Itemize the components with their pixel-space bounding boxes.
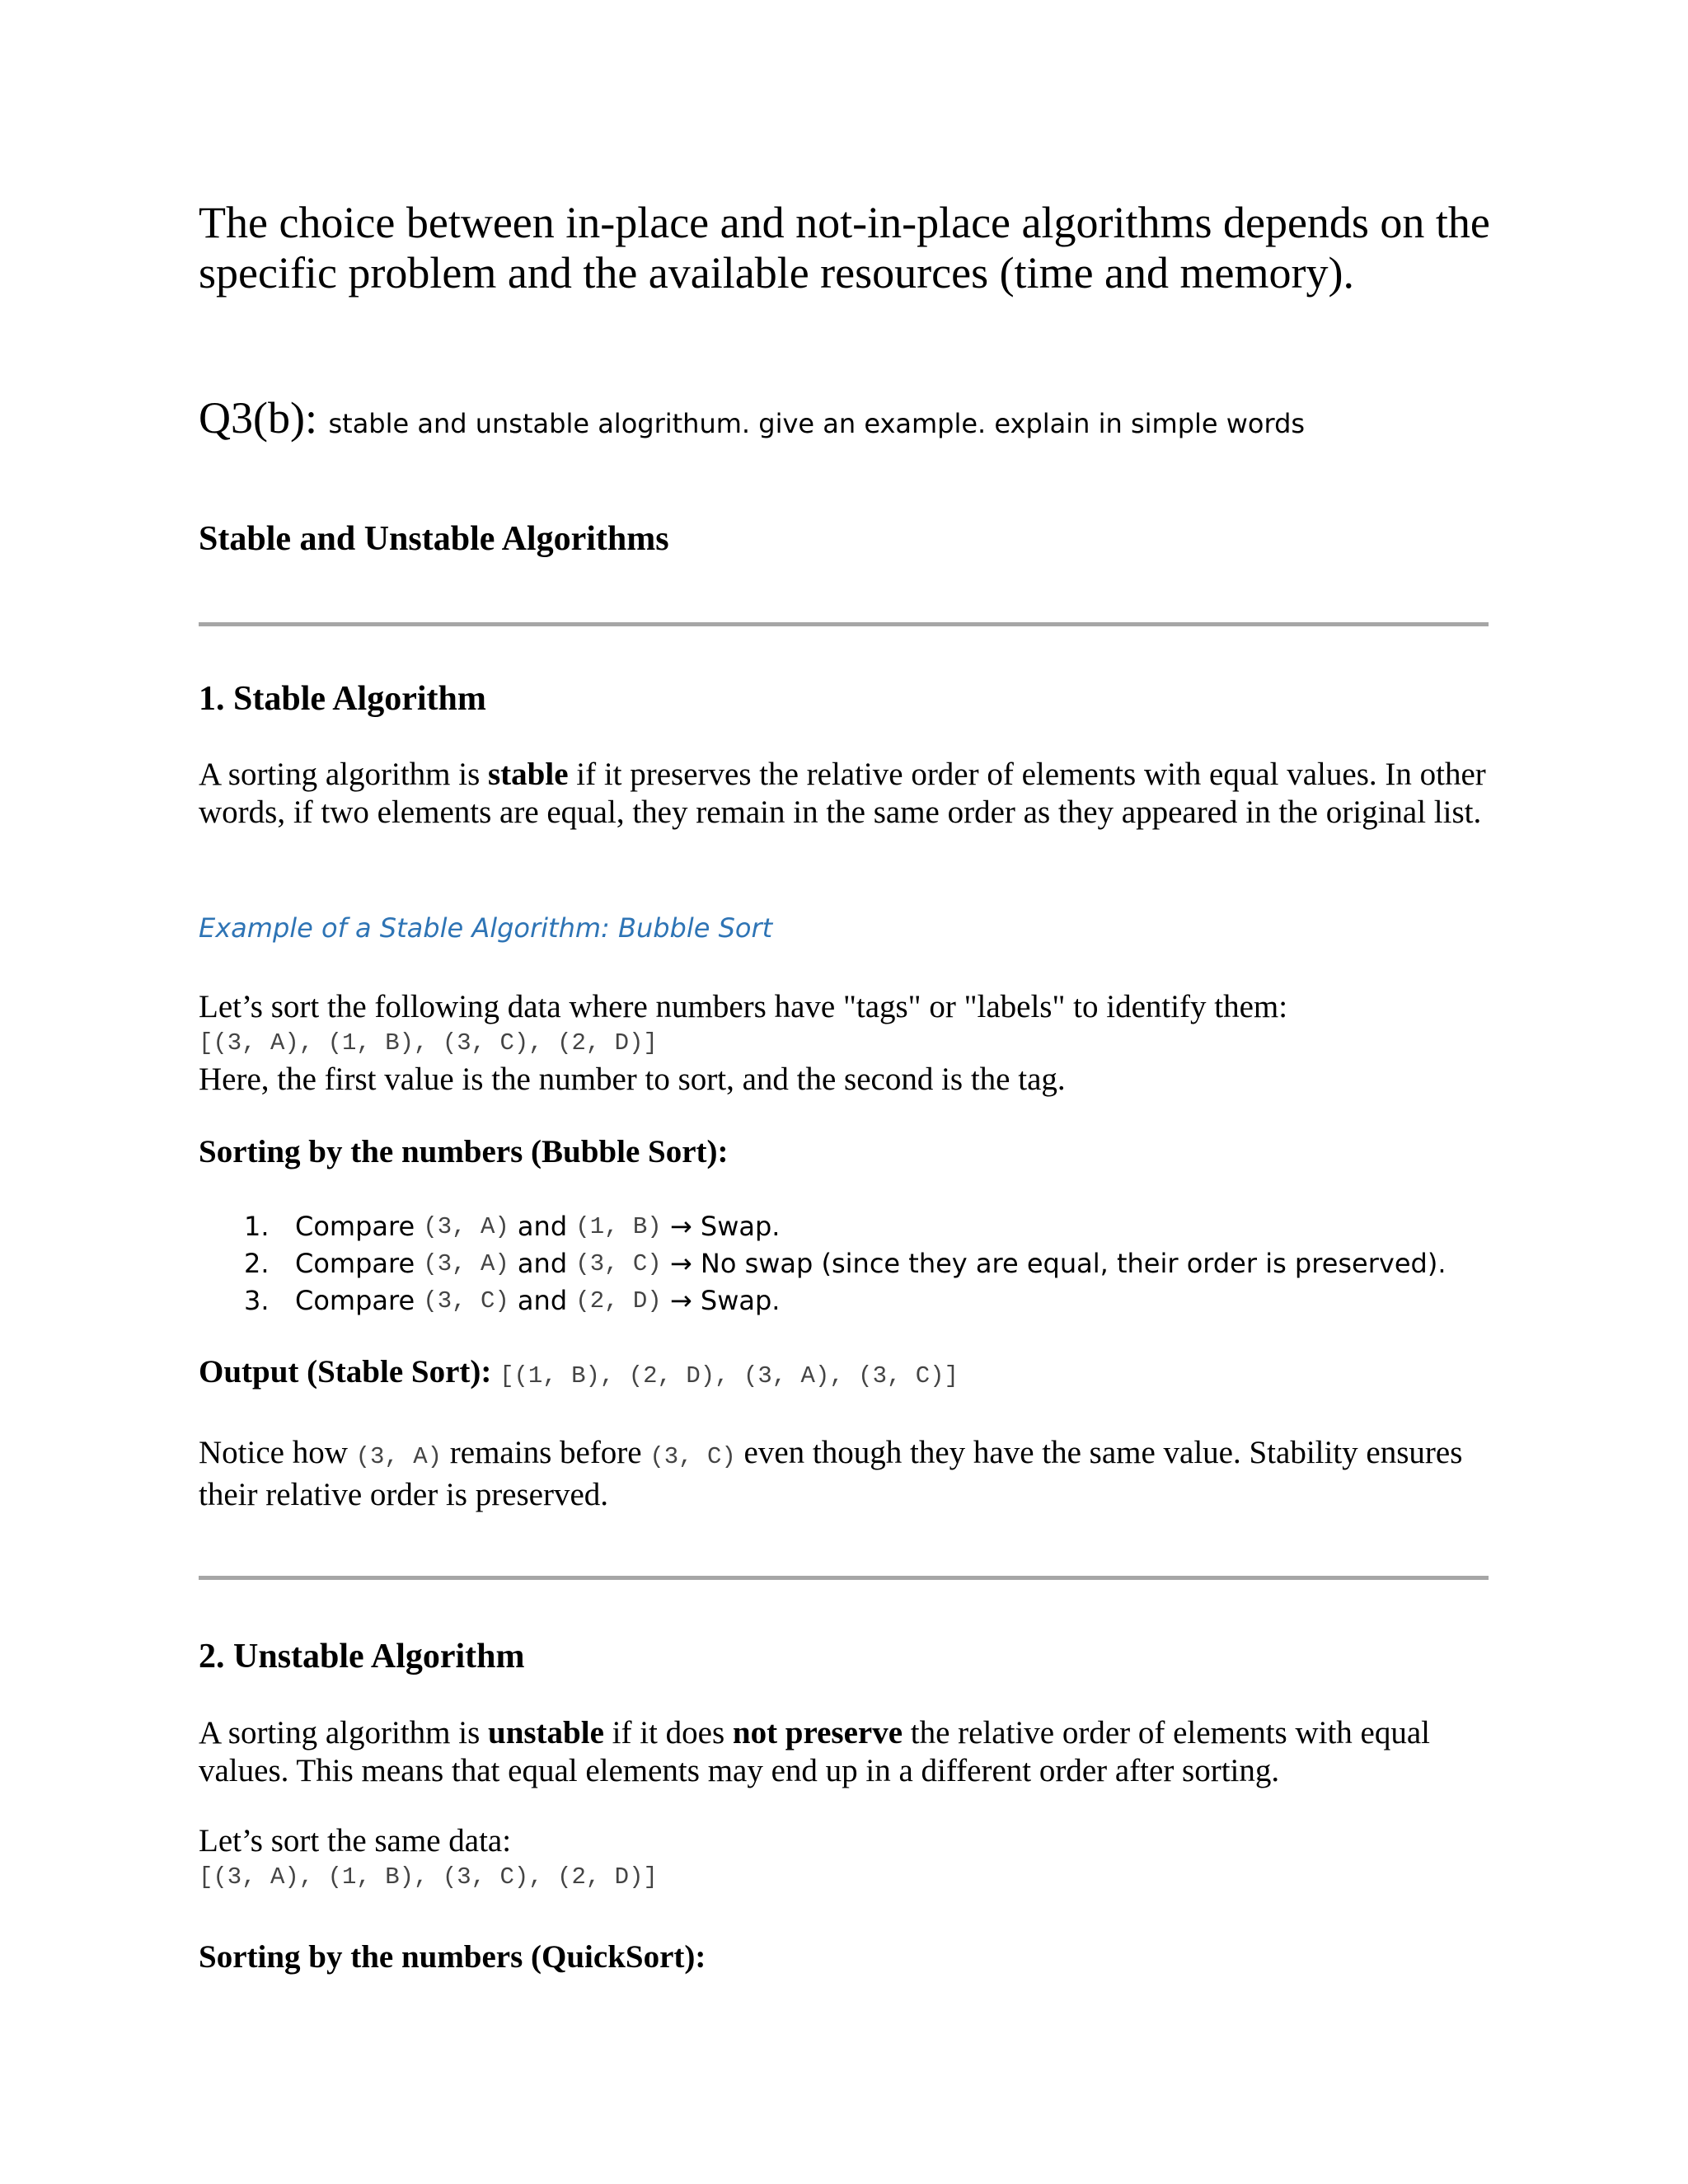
step-number: 3. xyxy=(244,1285,270,1316)
notice-text: remains before xyxy=(442,1435,650,1470)
step-number: 1. xyxy=(244,1211,270,1242)
step-result: → Swap. xyxy=(661,1285,781,1316)
stable-heading: 1. Stable Algorithm xyxy=(199,680,486,718)
main-heading: Stable and Unstable Algorithms xyxy=(199,520,669,558)
list-item xyxy=(244,1282,1446,1319)
stable-data-block xyxy=(199,989,1501,1098)
question-line xyxy=(199,389,1305,452)
definition-text: if it does xyxy=(603,1715,733,1750)
definition-text: A sorting algorithm is xyxy=(199,1715,488,1750)
definition-text: the relative order of elements with equal values. This means that equal elements may end up in a different order after sorting. xyxy=(199,1715,1431,1788)
data-intro: Let’s sort the same data: xyxy=(199,1823,512,1858)
data-explain: Here, the first value is the number to sort, and the second is the tag. xyxy=(199,1062,1066,1097)
notice-text: Notice how xyxy=(199,1435,356,1470)
unstable-heading: 2. Unstable Algorithm xyxy=(199,1638,525,1675)
example-heading: Example of a Stable Algorithm: Bubble Sort xyxy=(199,912,773,944)
quicksort-heading: Sorting by the numbers (QuickSort): xyxy=(199,1939,706,1975)
data-list: [(3, A), (1, B), (3, C), (2, D)] xyxy=(199,1029,658,1057)
step-text: and xyxy=(509,1211,576,1242)
step-code: (3, C) xyxy=(423,1287,509,1315)
step-text: and xyxy=(509,1248,576,1279)
data-list: [(3, A), (1, B), (3, C), (2, D)] xyxy=(199,1863,658,1891)
step-result: → Swap. xyxy=(661,1211,781,1242)
definition-bold: stable xyxy=(488,757,569,792)
notice-paragraph xyxy=(199,1434,1501,1514)
step-text: Compare xyxy=(295,1248,424,1279)
horizontal-rule xyxy=(199,622,1489,626)
list-item xyxy=(244,1208,1446,1245)
step-text: Compare xyxy=(295,1211,424,1242)
list-item xyxy=(244,1245,1446,1282)
step-number: 2. xyxy=(244,1248,270,1279)
horizontal-rule xyxy=(199,1576,1489,1580)
stable-output xyxy=(199,1352,959,1397)
step-text: and xyxy=(509,1285,576,1316)
output-label: Output (Stable Sort): xyxy=(199,1354,492,1390)
unstable-data-block xyxy=(199,1823,658,1896)
definition-bold: unstable xyxy=(488,1715,604,1750)
intro-paragraph: The choice between in-place and not-in-place algorithms depends on the specific problem and the available resources (time and memory). xyxy=(199,198,1490,298)
output-value: [(1, B), (2, D), (3, A), (3, C)] xyxy=(499,1362,959,1390)
data-intro: Let’s sort the following data where numbers have "tags" or "labels" to identify them: xyxy=(199,989,1288,1024)
question-label: Q3(b): xyxy=(199,393,317,443)
step-code: (3, C) xyxy=(575,1250,662,1277)
unstable-definition xyxy=(199,1714,1501,1790)
step-text: Compare xyxy=(295,1285,424,1316)
notice-text: even though they have the same value. Stability ensures their relative order is preserved. xyxy=(199,1435,1463,1512)
bubble-sort-steps xyxy=(244,1208,1446,1319)
step-code: (1, B) xyxy=(575,1213,662,1240)
stable-definition xyxy=(199,756,1501,832)
step-code: (2, D) xyxy=(575,1287,662,1315)
definition-bold: not preserve xyxy=(732,1715,903,1750)
notice-code: (3, C) xyxy=(649,1443,736,1470)
question-prompt: stable and unstable alogrithum. give an example. explain in simple words xyxy=(328,408,1306,439)
notice-code: (3, A) xyxy=(355,1443,443,1470)
definition-text: A sorting algorithm is xyxy=(199,757,488,792)
bubble-sort-heading: Sorting by the numbers (Bubble Sort): xyxy=(199,1134,729,1169)
step-code: (3, A) xyxy=(423,1213,509,1240)
definition-text: if it preserves the relative order of elements with equal values. In other words, if two elements are equal, they remain in the same order as they appeared in the original list. xyxy=(199,757,1486,830)
step-code: (3, A) xyxy=(423,1250,509,1277)
step-result: → No swap (since they are equal, their order is preserved). xyxy=(661,1248,1447,1279)
